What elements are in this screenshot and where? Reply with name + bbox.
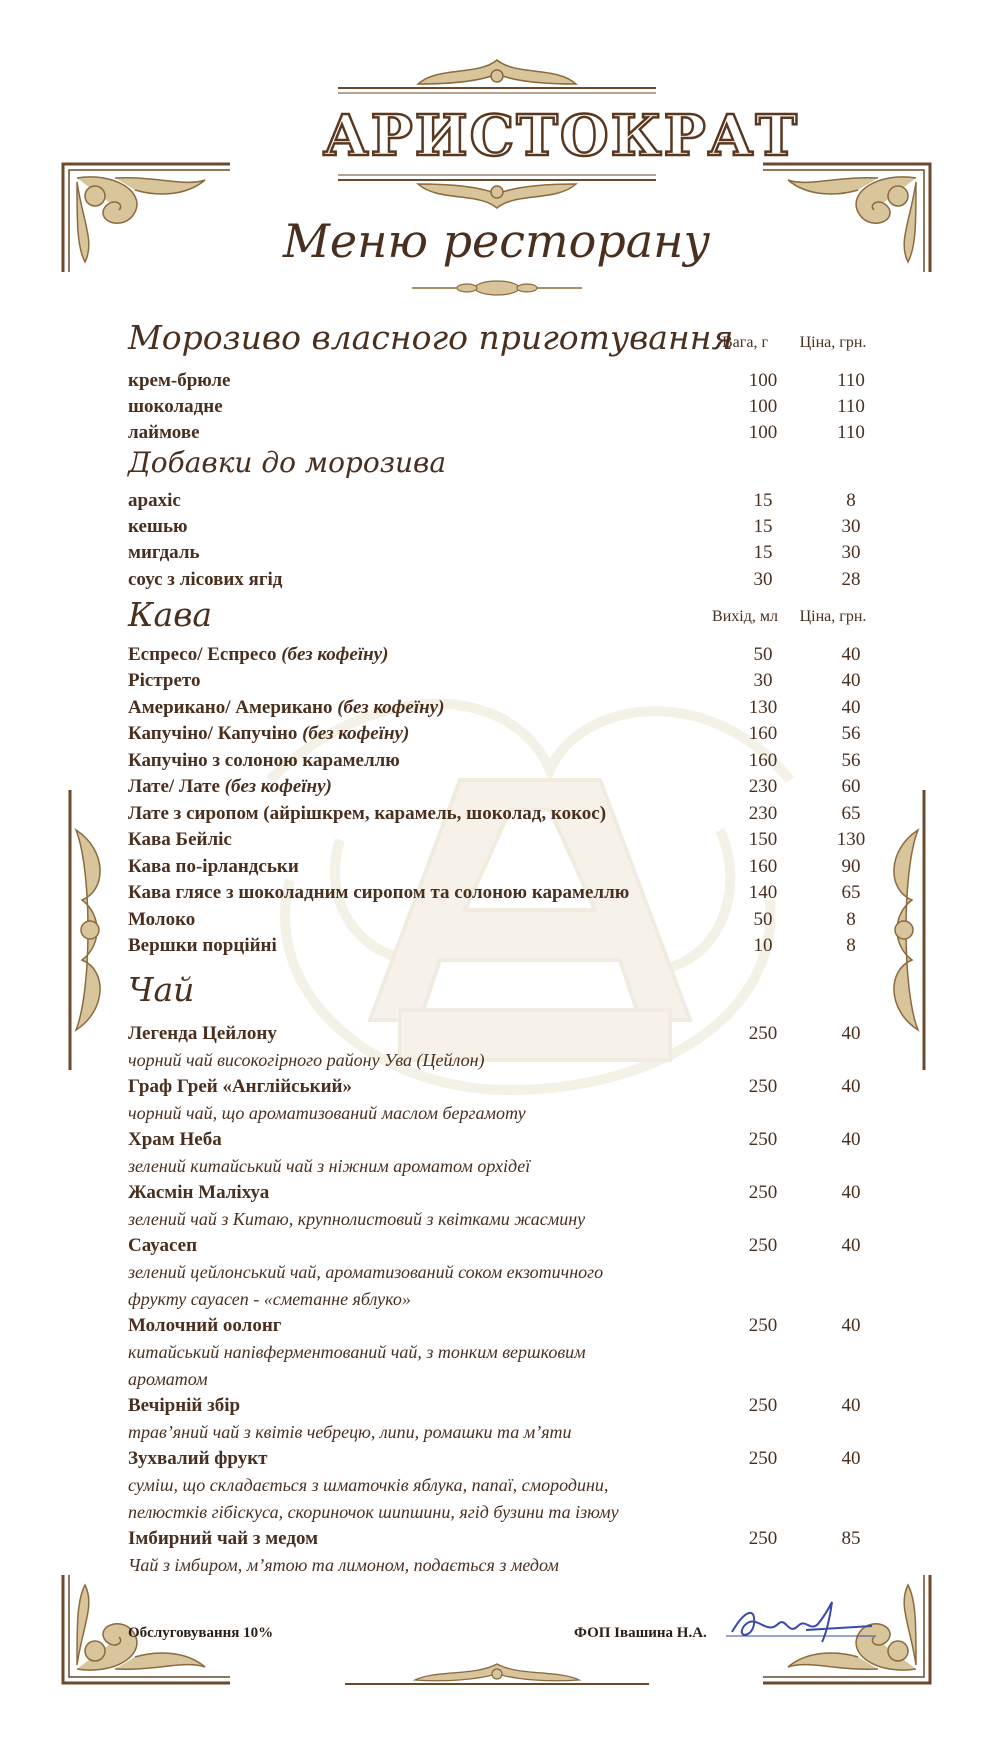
item-note: (без кофеїну) (337, 697, 445, 718)
item-description: ароматом (128, 1369, 208, 1389)
item-volume: 130 (748, 697, 778, 718)
item-price: 110 (837, 370, 865, 391)
item-name-text: Молоко (128, 909, 196, 930)
item-name (128, 668, 200, 694)
item-name-text: Вершки порційні (128, 935, 277, 956)
item-description: чорний чай високогірного району Ува (Цейлон) (128, 1050, 485, 1070)
section-title-icecream: Морозиво власного приготування (128, 318, 734, 357)
item-name: Граф Грей «Англійський» (128, 1076, 352, 1097)
item-price: 110 (837, 422, 865, 443)
item-volume: 250 (748, 1235, 778, 1256)
item-name: Молочний оолонг (128, 1315, 282, 1336)
menu-row (128, 394, 878, 420)
menu-row (128, 1021, 878, 1047)
menu-row (128, 488, 878, 514)
item-name (128, 907, 195, 933)
menu-row (128, 420, 878, 446)
item-weight: 15 (753, 516, 773, 537)
item-price: 85 (841, 1528, 861, 1549)
side-ornament-left (62, 790, 112, 1070)
item-name (128, 642, 388, 668)
menu-row (128, 1074, 878, 1100)
item-name-text: Американо/ Американо (128, 697, 338, 718)
item-name-text: Еспресо/ Еспресо (128, 644, 282, 665)
item-volume: 160 (748, 723, 778, 744)
item-name-text: Капучіно/ Капучіно (128, 723, 303, 744)
item-volume: 10 (753, 935, 773, 956)
item-name: крем-брюле (128, 370, 231, 391)
item-price: 110 (837, 396, 865, 417)
menu-row (128, 540, 878, 566)
menu-row (128, 642, 878, 668)
item-name-text: Кава глясе з шоколадним сиропом та солоною карамеллю (128, 882, 630, 903)
item-description: чорний чай, що ароматизований маслом бергамоту (128, 1103, 526, 1123)
section-title-addons: Добавки до морозива (128, 446, 447, 479)
item-price: 40 (841, 1076, 861, 1097)
item-name: Імбирний чай з медом (128, 1528, 319, 1549)
item-description: зелений чай з Китаю, крупнолистовий з квітками жасмину (128, 1209, 586, 1229)
item-price: 56 (841, 750, 861, 771)
item-volume: 250 (748, 1182, 778, 1203)
item-volume: 150 (748, 829, 778, 850)
menu-row (128, 1180, 878, 1206)
item-name: арахіс (128, 490, 181, 511)
item-name (128, 748, 400, 774)
item-description: суміш, що складається з шматочків яблука, папаї, смородини, (128, 1475, 609, 1495)
signature (726, 1598, 876, 1648)
item-price: 40 (841, 1315, 861, 1336)
item-name (128, 774, 332, 800)
item-price: 40 (841, 1395, 861, 1416)
menu-row (128, 1233, 878, 1259)
item-name: шоколадне (128, 396, 223, 417)
subtitle-divider (412, 276, 582, 300)
item-name (128, 854, 299, 880)
item-name-text: Кава по-ірландськи (128, 856, 299, 877)
item-price: 40 (841, 670, 861, 691)
item-volume: 250 (748, 1023, 778, 1044)
item-name (128, 721, 409, 747)
item-volume: 250 (748, 1076, 778, 1097)
item-price: 8 (846, 909, 856, 930)
item-name: Сауасеп (128, 1235, 198, 1256)
section-title-coffee: Кава (128, 595, 213, 634)
item-price: 8 (846, 935, 856, 956)
item-name: лаймове (128, 422, 200, 443)
item-description: Чай з імбиром, м’ятою та лимоном, подається з медом (128, 1555, 559, 1575)
item-price: 65 (841, 803, 861, 824)
item-note: (без кофеїну) (224, 776, 332, 797)
item-name (128, 695, 444, 721)
menu-row (128, 748, 878, 774)
item-description: трав’яний чай з квітів чебрецю, липи, ромашки та м’яти (128, 1422, 572, 1442)
item-volume: 50 (753, 909, 773, 930)
item-name-text: Лате/ Лате (128, 776, 225, 797)
menu-row (128, 774, 878, 800)
item-name-text: Кава Бейліс (128, 829, 232, 850)
item-weight: 30 (753, 569, 773, 590)
item-name: соус з лісових ягід (128, 569, 283, 590)
item-volume: 250 (748, 1395, 778, 1416)
item-price: 65 (841, 882, 861, 903)
item-description: зелений китайський чай з ніжним ароматом орхідеї (128, 1156, 531, 1176)
item-name: Легенда Цейлону (128, 1023, 277, 1044)
item-volume: 30 (753, 670, 773, 691)
menu-row (128, 1127, 878, 1153)
restaurant-logo (323, 96, 799, 170)
item-price: 28 (841, 569, 861, 590)
item-price: 40 (841, 1182, 861, 1203)
item-name: Зухвалий фрукт (128, 1448, 268, 1469)
menu-row (128, 1313, 878, 1339)
menu-row (128, 880, 878, 906)
logo-text: АРИСТОКРАТ (323, 103, 799, 169)
item-weight: 100 (748, 370, 778, 391)
item-name (128, 933, 277, 959)
item-weight: 15 (753, 490, 773, 511)
item-name (128, 880, 629, 906)
item-price: 30 (841, 516, 861, 537)
menu-row (128, 854, 878, 880)
item-volume: 250 (748, 1528, 778, 1549)
item-note: (айрішкрем, карамель, шоколад, кокос) (263, 803, 607, 824)
item-price: 30 (841, 542, 861, 563)
item-name: мигдаль (128, 542, 200, 563)
section-title-tea: Чай (128, 970, 195, 1009)
column-header-weight: Вага, г (722, 334, 768, 351)
column-header-price: Ціна, грн. (799, 334, 867, 351)
item-name: кешью (128, 516, 188, 537)
menu-subtitle: Меню ресторану (282, 214, 711, 268)
item-volume: 230 (748, 776, 778, 797)
item-weight: 100 (748, 422, 778, 443)
menu-row (128, 827, 878, 853)
menu-row (128, 1393, 878, 1419)
item-price: 40 (841, 1129, 861, 1150)
item-price: 40 (841, 1023, 861, 1044)
menu-row (128, 567, 878, 593)
item-volume: 160 (748, 750, 778, 771)
column-header-volume: Вихід, мл (712, 608, 778, 625)
menu-row (128, 721, 878, 747)
item-volume: 50 (753, 644, 773, 665)
menu-row (128, 907, 878, 933)
service-charge-note: Обслуговування 10% (128, 1625, 274, 1641)
item-volume: 140 (748, 882, 778, 903)
item-price: 56 (841, 723, 861, 744)
menu-row (128, 514, 878, 540)
item-volume: 250 (748, 1315, 778, 1336)
menu-row (128, 933, 878, 959)
item-note: (без кофеїну) (302, 723, 410, 744)
item-name: Жасмін Маліхуа (128, 1182, 270, 1203)
item-price: 40 (841, 1235, 861, 1256)
item-price: 40 (841, 644, 861, 665)
item-name-text: Лате з сиропом (128, 803, 264, 824)
item-note: (без кофеїну) (281, 644, 389, 665)
item-volume: 250 (748, 1448, 778, 1469)
item-price: 130 (836, 829, 866, 850)
item-description: китайський напівферментований чай, з тонким вершковим (128, 1342, 586, 1362)
item-price: 8 (846, 490, 856, 511)
item-price: 90 (841, 856, 861, 877)
item-name-text: Капучіно з солоною карамеллю (128, 750, 400, 771)
item-volume: 250 (748, 1129, 778, 1150)
item-price: 40 (841, 1448, 861, 1469)
bottom-center-flourish (345, 1660, 649, 1690)
item-name-text: Рістрето (128, 670, 201, 691)
logo-bottom-flourish (338, 172, 656, 212)
menu-row (128, 368, 878, 394)
item-name (128, 827, 232, 853)
menu-row (128, 668, 878, 694)
item-price: 60 (841, 776, 861, 797)
item-name: Вечірній збір (128, 1395, 241, 1416)
menu-row (128, 1446, 878, 1472)
item-name (128, 801, 606, 827)
item-volume: 160 (748, 856, 778, 877)
item-price: 40 (841, 697, 861, 718)
item-weight: 100 (748, 396, 778, 417)
menu-row (128, 801, 878, 827)
column-header-price: Ціна, грн. (799, 608, 867, 625)
item-weight: 15 (753, 542, 773, 563)
item-volume: 230 (748, 803, 778, 824)
logo-top-flourish (338, 56, 656, 96)
item-description: зелений цейлонський чай, ароматизований соком екзотичного (128, 1262, 604, 1282)
item-name: Храм Неба (128, 1129, 222, 1150)
item-description: пелюстків гібіскуса, скориночок шипшини, ягід бузини та ізюму (128, 1502, 619, 1522)
item-description: фрукту сауасеп - «сметанне яблуко» (128, 1289, 411, 1309)
owner-name: ФОП Івашина Н.А. (574, 1625, 707, 1641)
menu-row (128, 1526, 878, 1552)
menu-row (128, 695, 878, 721)
